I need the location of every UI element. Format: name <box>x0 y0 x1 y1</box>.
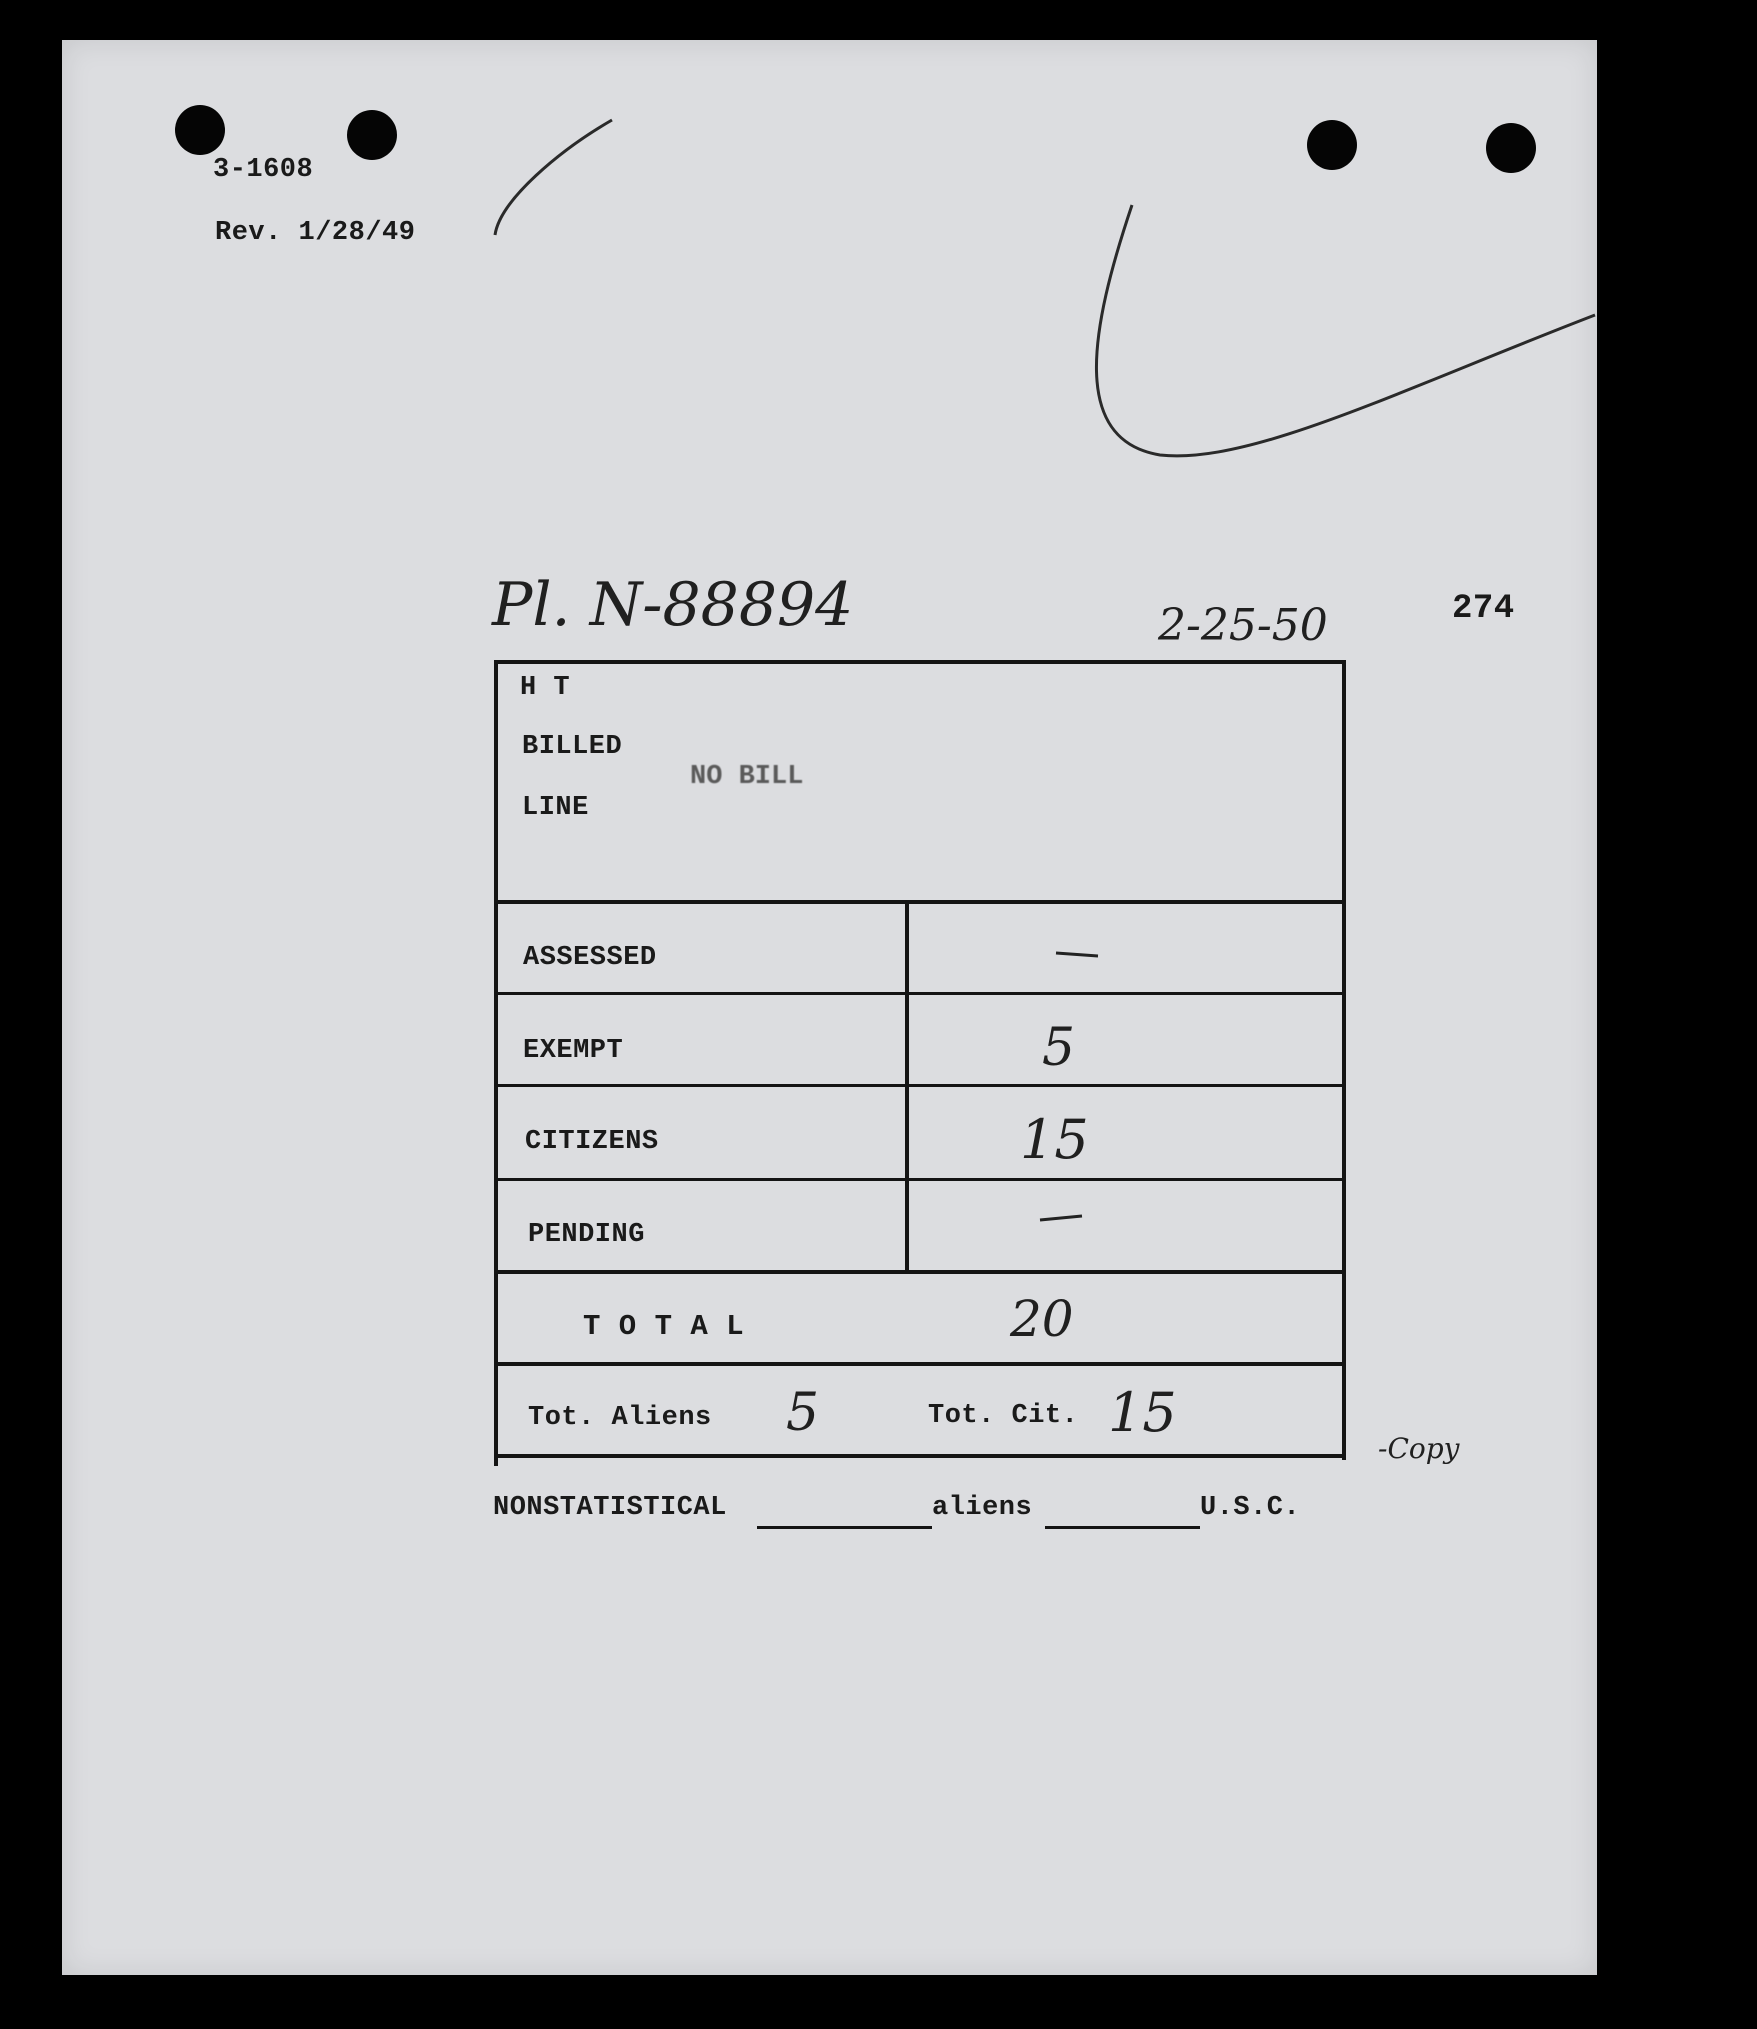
handwritten-reference: Pl. N-88894 <box>492 570 854 640</box>
punch-hole-1 <box>175 105 225 155</box>
row-label-citizens: CITIZENS <box>525 1127 659 1157</box>
total-aliens-value: 5 <box>786 1383 820 1443</box>
handwritten-date: 2-25-50 <box>1158 600 1328 651</box>
aliens-blank <box>1045 1526 1200 1529</box>
row-divider-1 <box>498 992 1344 995</box>
side-note: -Copy <box>1378 1432 1460 1465</box>
label-billed: BILLED <box>522 732 623 762</box>
label-line: LINE <box>522 793 589 823</box>
row-value-exempt: 5 <box>1042 1018 1076 1078</box>
row-divider-4 <box>498 1270 1344 1274</box>
no-bill-stamp: NO BILL <box>690 762 804 792</box>
aliens-label: aliens <box>932 1493 1033 1523</box>
box-right-border <box>1342 660 1346 1460</box>
punch-hole-4 <box>1486 123 1536 173</box>
punch-hole-2 <box>347 110 397 160</box>
row-label-exempt: EXEMPT <box>523 1036 624 1066</box>
total-label: T O T A L <box>583 1310 745 1343</box>
total-aliens-label: Tot. Aliens <box>528 1403 712 1433</box>
total-value: 20 <box>1010 1290 1074 1348</box>
box-left-border <box>494 660 498 1466</box>
nonstatistical-label: NONSTATISTICAL <box>493 1493 727 1523</box>
box-bottom-border <box>498 1454 1344 1458</box>
row-value-citizens: 15 <box>1020 1108 1089 1171</box>
total-citizens-value: 15 <box>1108 1381 1177 1444</box>
usc-label: U.S.C. <box>1200 1493 1301 1523</box>
total-citizens-label: Tot. Cit. <box>928 1401 1079 1431</box>
row-divider-3 <box>498 1178 1344 1181</box>
row-divider-5 <box>498 1362 1344 1366</box>
label-ht: H T <box>520 673 571 703</box>
row-label-assessed: ASSESSED <box>523 943 657 973</box>
row-divider-2 <box>498 1084 1344 1087</box>
paper-sheet <box>62 40 1597 1975</box>
box-divider-top <box>496 900 1344 904</box>
row-label-pending: PENDING <box>528 1220 645 1250</box>
nonstatistical-blank <box>757 1526 932 1529</box>
column-divider <box>905 902 909 1272</box>
punch-hole-3 <box>1307 120 1357 170</box>
form-revision: Rev. 1/28/49 <box>215 218 416 248</box>
box-top-border <box>494 660 1346 664</box>
page-number: 274 <box>1452 590 1515 628</box>
form-number: 3-1608 <box>213 155 314 185</box>
